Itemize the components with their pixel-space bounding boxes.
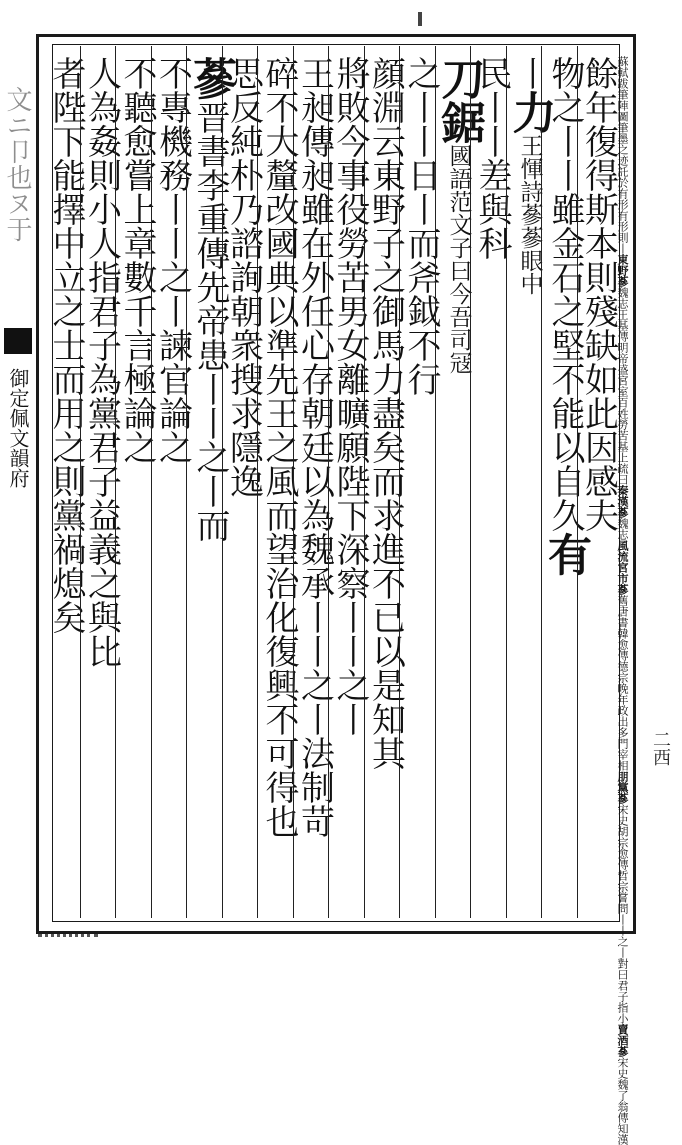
column-rule <box>222 46 223 918</box>
margin-fragment-text: 文ニ卩也ヌ于 <box>2 86 32 242</box>
column-segment: 人為姦則小人指君子為黨君子益義之與比 <box>81 56 122 668</box>
column-rule <box>541 46 542 918</box>
annotation-headword: 宮市蔘 <box>616 562 629 595</box>
column-segment: 民丨丨差與科 <box>472 56 512 260</box>
annotation-segment: 宋史魏了翁傳知漢 <box>616 1057 629 1145</box>
annotation-headword: 東野蔘 <box>616 254 629 287</box>
column-rule <box>364 46 365 918</box>
annotation-segment: 宋史胡宗愈傳哲宗嘗問 <box>616 804 629 914</box>
column-segment: 思反純朴乃諮詢朝衆搜求隱逸 <box>223 56 264 498</box>
column-rule <box>115 46 116 918</box>
column-rule <box>80 46 81 918</box>
column-rule <box>470 46 471 918</box>
text-column <box>44 56 86 914</box>
headword: 蔘 <box>185 56 236 100</box>
column-segment: 顔淵云東野子之御馬力盡矣而求進不已以是知其 <box>365 56 406 770</box>
column-rule <box>328 46 329 918</box>
annotation-strip <box>614 56 630 1145</box>
column-rule <box>577 46 578 918</box>
annotation-segment: 魏志 <box>616 518 629 540</box>
bottom-edge-mark <box>38 934 98 945</box>
headword: 刀鋸 <box>433 56 485 144</box>
column-rule <box>435 46 436 918</box>
column-segment: 餘年復得斯本則殘缺如此因感夫 <box>578 56 619 532</box>
annotation-segment: 室百姓勞苦基上疏曰 <box>616 386 629 485</box>
annotation-segment: 迹託於有形有形則丨 <box>616 155 629 254</box>
column-segment: 者陛下能擇中立之士而用之則黨禍熄矣 <box>46 56 86 634</box>
margin-book-title: 御定佩文韻府 <box>6 368 30 488</box>
column-segment: 不專機務丨丨之丨諫官論之 <box>152 56 193 464</box>
margin-black-block <box>4 328 32 354</box>
annotation-text <box>614 56 630 1145</box>
column-rule <box>257 46 258 918</box>
column-segment: 王昶傳昶雖在外任心存朝廷以為魏承丨丨之丨法制苛 <box>294 56 335 838</box>
column-rule <box>506 46 507 918</box>
column-segment: 晋書李重傳先帝患丨丨之丨而 <box>190 100 230 542</box>
annotation-segment: 晚年政出多門宰相 <box>616 683 629 771</box>
annotation-headword: 秦漢蔘 <box>616 485 629 518</box>
column-rule <box>293 46 294 918</box>
headword: 力 <box>504 90 556 134</box>
column-text <box>44 56 88 634</box>
annotation-segment: 蘇軾跋筆陣圖筆墨之 <box>616 56 629 155</box>
column-segment: 丨 <box>509 56 550 90</box>
column-segment: 碎不大釐改國典以準先王之風而望治化復興不可得也 <box>259 56 299 838</box>
annotation-segment: 魏志王基傳明帝盛宮 <box>616 287 629 386</box>
column-segment: 不聽愈嘗上章數千言極論之 <box>117 56 157 464</box>
annotation-segment: 舊唐書韓愈傳德宗 <box>616 595 629 683</box>
column-segment: 國語范文子曰今吾司冦 <box>445 144 472 374</box>
column-rule <box>151 46 152 918</box>
column-segment: 將敗今事役勞苦男女離曠願陛下深察丨丨之丨 <box>330 56 370 736</box>
column-rule <box>186 46 187 918</box>
margin-strip <box>0 34 36 928</box>
annotation-headword: 朋黨蔘 <box>616 771 629 804</box>
column-segment: 王惲詩蔘蔘眼中 <box>516 134 543 295</box>
page-number: 二西 <box>650 730 671 766</box>
column-rule <box>399 46 400 918</box>
annotation-headword: 風流 <box>616 540 629 562</box>
top-tick-mark <box>418 12 422 26</box>
annotation-segment: 丨丨之丨對曰君子指小 <box>616 914 629 1024</box>
headword: 有 <box>540 532 591 576</box>
annotation-headword: 賣酒蔘 <box>616 1024 629 1057</box>
column-segment: 物之丨丨雖金石之堅不能以自久 <box>545 56 585 532</box>
column-segment: 之丨丨日丨而斧鉞不行 <box>401 56 441 396</box>
